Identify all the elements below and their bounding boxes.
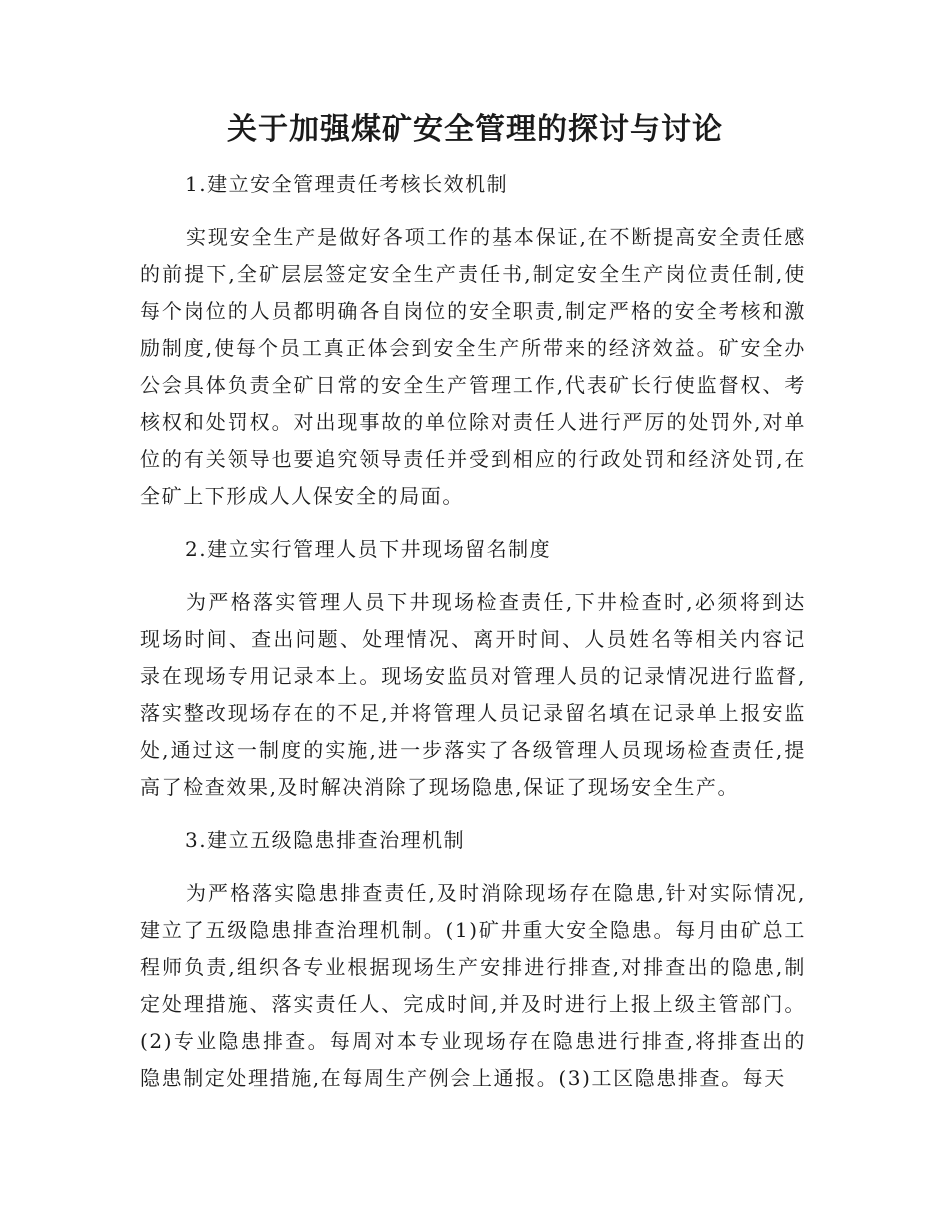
section-heading-1: 1.建立安全管理责任考核长效机制 xyxy=(185,172,509,196)
section-paragraph-3: 为严格落实隐患排查责任,及时消除现场存在隐患,针对实际情况,建立了五级隐患排查治理机制。(1)矿井重大安全隐患。每月由矿总工程师负责,组织各专业根据现场生产安排进行排查,对排查出的隐患,制定处理措施、落实责任人、完成时间,并及时进行上报上级主管部门。(2)专业隐患排查。每周对本专业现场存在隐患进行排查,将排查出的隐患制定处理措施,在每周生产例会上通报。(3)工区隐患排查。每天 xyxy=(140,881,806,1090)
section-heading-3: 3.建立五级隐患排查治理机制 xyxy=(185,828,466,852)
section-paragraph-1: 实现安全生产是做好各项工作的基本保证,在不断提高安全责任感的前提下,全矿层层签定安全生产责任书,制定安全生产岗位责任制,使每个岗位的人员都明确各自岗位的安全职责,制定严格的安全考核和激励制度,使每个员工真正体会到安全生产所带来的经济效益。矿安全办公会具体负责全矿日常的安全生产管理工作,代表矿长行使监督权、考核权和处罚权。对出现事故的单位除对责任人进行严厉的处罚外,对单位的有关领导也要追究领导责任并受到相应的行政处罚和经济处罚,在全矿上下形成人人保安全的局面。 xyxy=(140,225,806,508)
document-title: 关于加强煤矿安全管理的探讨与讨论 xyxy=(227,112,723,147)
section-paragraph-2: 为严格落实管理人员下井现场检查责任,下井检查时,必须将到达现场时间、查出问题、处理情况、离开时间、人员姓名等相关内容记录在现场专用记录本上。现场安监员对管理人员的记录情况进行监督,落实整改现场存在的不足,并将管理人员记录留名填在记录单上报安监处,通过这一制度的实施,进一步落实了各级管理人员现场检查责任,提高了检查效果,及时解决消除了现场隐患,保证了现场安全生产。 xyxy=(140,590,806,799)
section-heading-2: 2.建立实行管理人员下井现场留名制度 xyxy=(185,537,552,561)
document-body xyxy=(140,166,806,1097)
